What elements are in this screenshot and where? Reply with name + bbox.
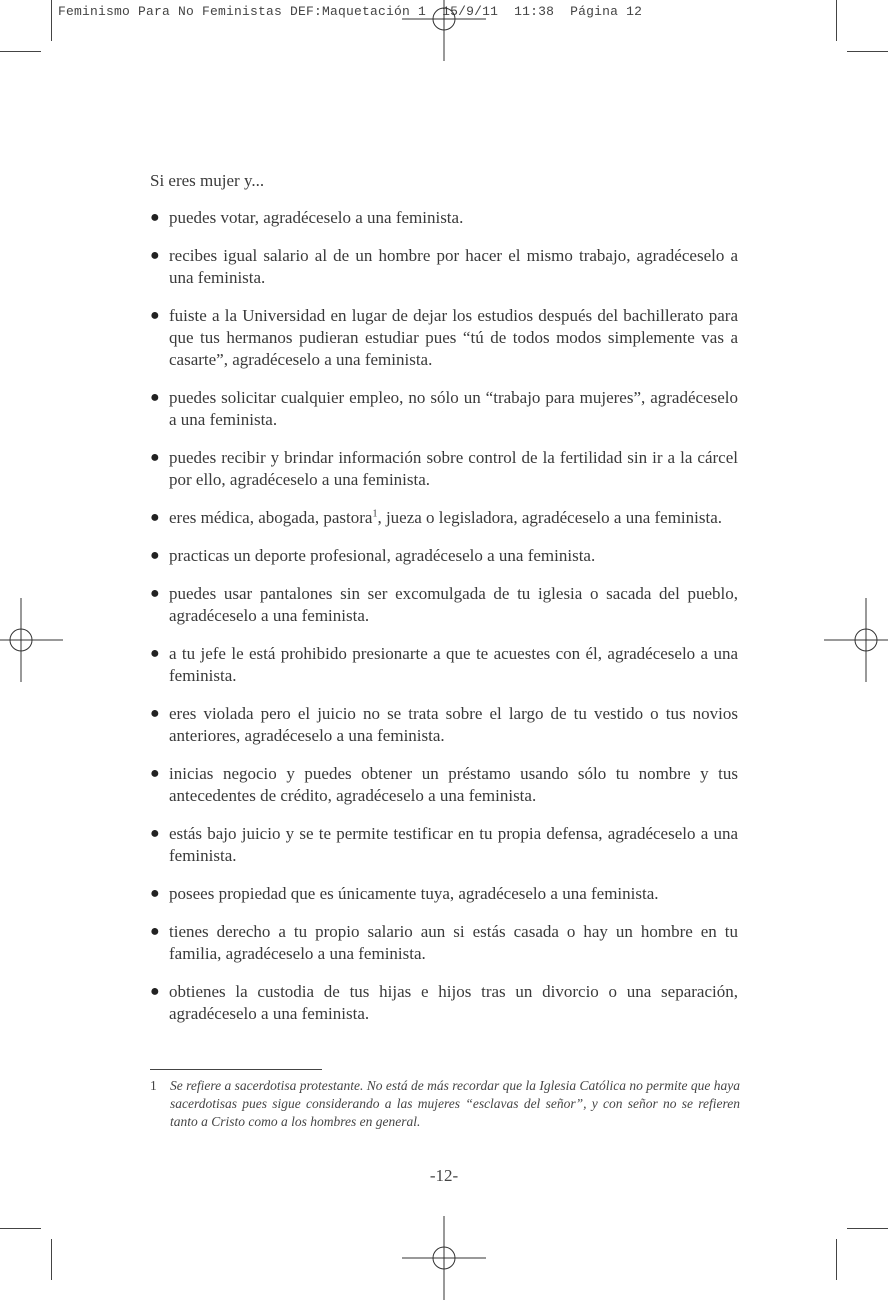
- crop-mark: [836, 1239, 837, 1280]
- registration-mark-right: [824, 598, 888, 682]
- crop-mark: [0, 1228, 41, 1229]
- crop-mark: [51, 0, 52, 41]
- footnote-reference[interactable]: 1: [372, 508, 378, 520]
- bullet-icon: ●: [150, 307, 160, 324]
- list-item-text: posees propiedad que es únicamente tuya, agradéceselo a una feminista.: [169, 884, 659, 903]
- list-item-text: puedes votar, agradéceselo a una feminista.: [169, 208, 464, 227]
- bullet-icon: ●: [150, 547, 160, 564]
- footnote-number: 1: [150, 1078, 157, 1093]
- footnote: [150, 1077, 740, 1131]
- list-item: [150, 763, 738, 807]
- bullet-icon: ●: [150, 765, 160, 782]
- footnote-divider: [150, 1069, 322, 1070]
- registration-mark-top: [402, 0, 486, 61]
- list-item-text: obtienes la custodia de tus hijas e hijos tras un divorcio o una separación, agradéceselo a una feminista.: [169, 982, 738, 1023]
- list-item: [150, 921, 738, 965]
- bullet-icon: ●: [150, 825, 160, 842]
- bullet-icon: ●: [150, 585, 160, 602]
- slug-page-label: Página 12: [570, 4, 643, 19]
- bullet-icon: ●: [150, 645, 160, 662]
- list-item-text: inicias negocio y puedes obtener un préstamo usando sólo tu nombre y tus antecedentes de crédito, agradéceselo a una feminista.: [169, 764, 738, 805]
- list-item: [150, 387, 738, 431]
- list-item: [150, 305, 738, 371]
- slug-date: 15/9/11: [442, 4, 499, 19]
- list-item: [150, 545, 738, 567]
- crop-mark: [51, 1239, 52, 1280]
- list-item: [150, 583, 738, 627]
- bullet-icon: ●: [150, 983, 160, 1000]
- main-text: [150, 170, 738, 1041]
- list-item-text: practicas un deporte profesional, agradéceselo a una feminista.: [169, 546, 596, 565]
- list-item-text: puedes solicitar cualquier empleo, no sólo un “trabajo para mujeres”, agradéceselo a una feminista.: [169, 388, 738, 429]
- bullet-icon: ●: [150, 247, 160, 264]
- bullet-icon: ●: [150, 209, 160, 226]
- list-item-text: estás bajo juicio y se te permite testificar en tu propia defensa, agradéceselo a una feminista.: [169, 824, 738, 865]
- intro-line: Si eres mujer y...: [150, 171, 265, 190]
- list-item-text: a tu jefe le está prohibido presionarte a que te acuestes con él, agradéceselo a una feminista.: [169, 644, 738, 685]
- list-item: [150, 447, 738, 491]
- bullet-icon: ●: [150, 509, 160, 526]
- list-item: [150, 245, 738, 289]
- list-item-text: recibes igual salario al de un hombre por hacer el mismo trabajo, agradéceselo a una feminista.: [169, 246, 738, 287]
- list-item: [150, 883, 738, 905]
- bullet-icon: ●: [150, 389, 160, 406]
- print-slug: [58, 4, 642, 19]
- bullet-icon: ●: [150, 885, 160, 902]
- slug-time: 11:38: [514, 4, 555, 19]
- list-item-text: puedes usar pantalones sin ser excomulgada de tu iglesia o sacada del pueblo, agradéceselo a una feminista.: [169, 584, 738, 625]
- footnote-text: Se refiere a sacerdotisa protestante. No está de más recordar que la Iglesia Católica no permite que haya sacerdotisas pues sigue considerando a las mujeres “esclavas del señor”, y con señor no se refieren tanto a Cristo como a los hombres en general.: [170, 1078, 740, 1129]
- bullet-icon: ●: [150, 449, 160, 466]
- list-item: [150, 981, 738, 1025]
- list-item: [150, 823, 738, 867]
- list-item: [150, 207, 738, 229]
- list-item: [150, 507, 738, 529]
- crop-mark: [0, 51, 41, 52]
- list-item-text: puedes recibir y brindar información sobre control de la fertilidad sin ir a la cárcel por ello, agradéceselo a una feminista.: [169, 448, 738, 489]
- list-item: [150, 643, 738, 687]
- crop-mark: [836, 0, 837, 41]
- list-item-text: eres violada pero el juicio no se trata sobre el largo de tu vestido o tus novios anteriores, agradéceselo a una feminista.: [169, 704, 738, 745]
- list-item-text: [169, 508, 722, 527]
- crop-mark: [847, 51, 888, 52]
- slug-title: Feminismo Para No Feministas DEF:Maquetación 1: [58, 4, 427, 19]
- list-item-text-after: , jueza o legisladora, agradéceselo a una feminista.: [377, 508, 723, 527]
- registration-mark-left: [0, 598, 63, 682]
- bullet-icon: ●: [150, 923, 160, 940]
- bullet-icon: ●: [150, 705, 160, 722]
- crop-mark: [847, 1228, 888, 1229]
- list-item-text: fuiste a la Universidad en lugar de dejar los estudios después del bachillerato para que tus hermanos pudieran estudiar pues “tú de todos modos simplemente vas a casarte”, agradéceselo a una feminista.: [169, 306, 738, 369]
- list-item-text: tienes derecho a tu propio salario aun si estás casada o hay un hombre en tu familia, agradéceselo a una feminista.: [169, 922, 738, 963]
- list-item: [150, 703, 738, 747]
- list-item-text-before: eres médica, abogada, pastora: [169, 508, 373, 527]
- page-number: -12-: [429, 1166, 459, 1185]
- registration-mark-bottom: [402, 1216, 486, 1300]
